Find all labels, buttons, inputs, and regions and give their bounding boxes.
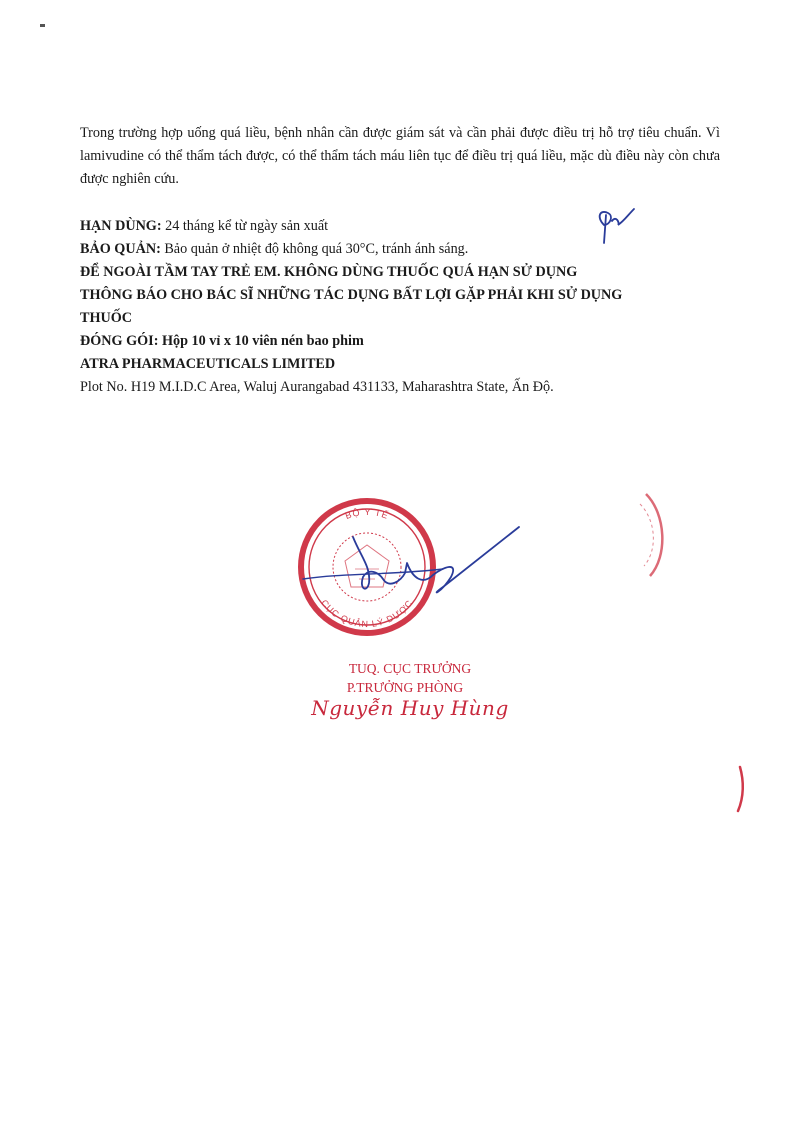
- manufacturer-address: Plot No. H19 M.I.D.C Area, Waluj Aurangabad 431133, Maharashtra State, Ấn Độ.: [80, 379, 554, 395]
- manufacturer-name: ATRA PHARMACEUTICALS LIMITED: [80, 356, 336, 372]
- scan-speck: [40, 24, 46, 28]
- expiry-value: 24 tháng kể từ ngày sản xuất: [161, 218, 329, 234]
- packaging-line: [80, 330, 720, 353]
- margin-red-mark: [730, 765, 750, 815]
- signature-title-2: P.TRƯỞNG PHÒNG: [346, 680, 464, 695]
- warning-children: ĐỂ NGOÀI TẦM TAY TRẺ EM. KHÔNG DÙNG THUỐC QUÁ HẠN SỬ DỤNG: [80, 264, 578, 280]
- official-seal-area: [283, 497, 523, 657]
- overdose-paragraph: Trong trường hợp uống quá liều, bệnh nhân cần được giám sát và cần phải được điều trị hỗ trợ tiêu chuẩn. Vì lamivudine có thể thẩm tách được, có thể thẩm tách máu liên tục để điều trị quá liều, mặc dù điều này còn chưa được nghiên cứu.: [80, 125, 720, 187]
- signature-title-1: TUQ. CỤC TRƯỞNG: [348, 661, 472, 676]
- seal-with-signature: [283, 497, 523, 657]
- warning-adverse-line1: THÔNG BÁO CHO BÁC SĨ NHỮNG TÁC DỤNG BẤT LỢI GẶP PHẢI KHI SỬ DỤNG: [80, 287, 623, 303]
- packaging-value: Hộp 10 vỉ x 10 viên nén bao phim: [158, 333, 364, 349]
- partial-stamp-edge: [638, 490, 678, 580]
- expiry-label: HẠN DÙNG:: [80, 218, 162, 234]
- signatory-name: Nguyễn Huy Hùng: [311, 696, 509, 720]
- seal-bottom-text: CỤC QUẢN LÝ DƯỢC: [319, 597, 415, 630]
- storage-label: BẢO QUẢN:: [80, 241, 161, 257]
- storage-value: Bảo quản ở nhiệt độ không quá 30°C, tránh ánh sáng.: [160, 241, 469, 257]
- packaging-label: ĐÓNG GÓI:: [80, 333, 159, 349]
- document-body: [80, 122, 720, 399]
- seal-top-text: BỘ Y TẾ: [343, 506, 391, 521]
- signature-block: [300, 659, 520, 718]
- warning-adverse-line2: THUỐC: [80, 310, 133, 326]
- handwritten-initials: [590, 203, 640, 249]
